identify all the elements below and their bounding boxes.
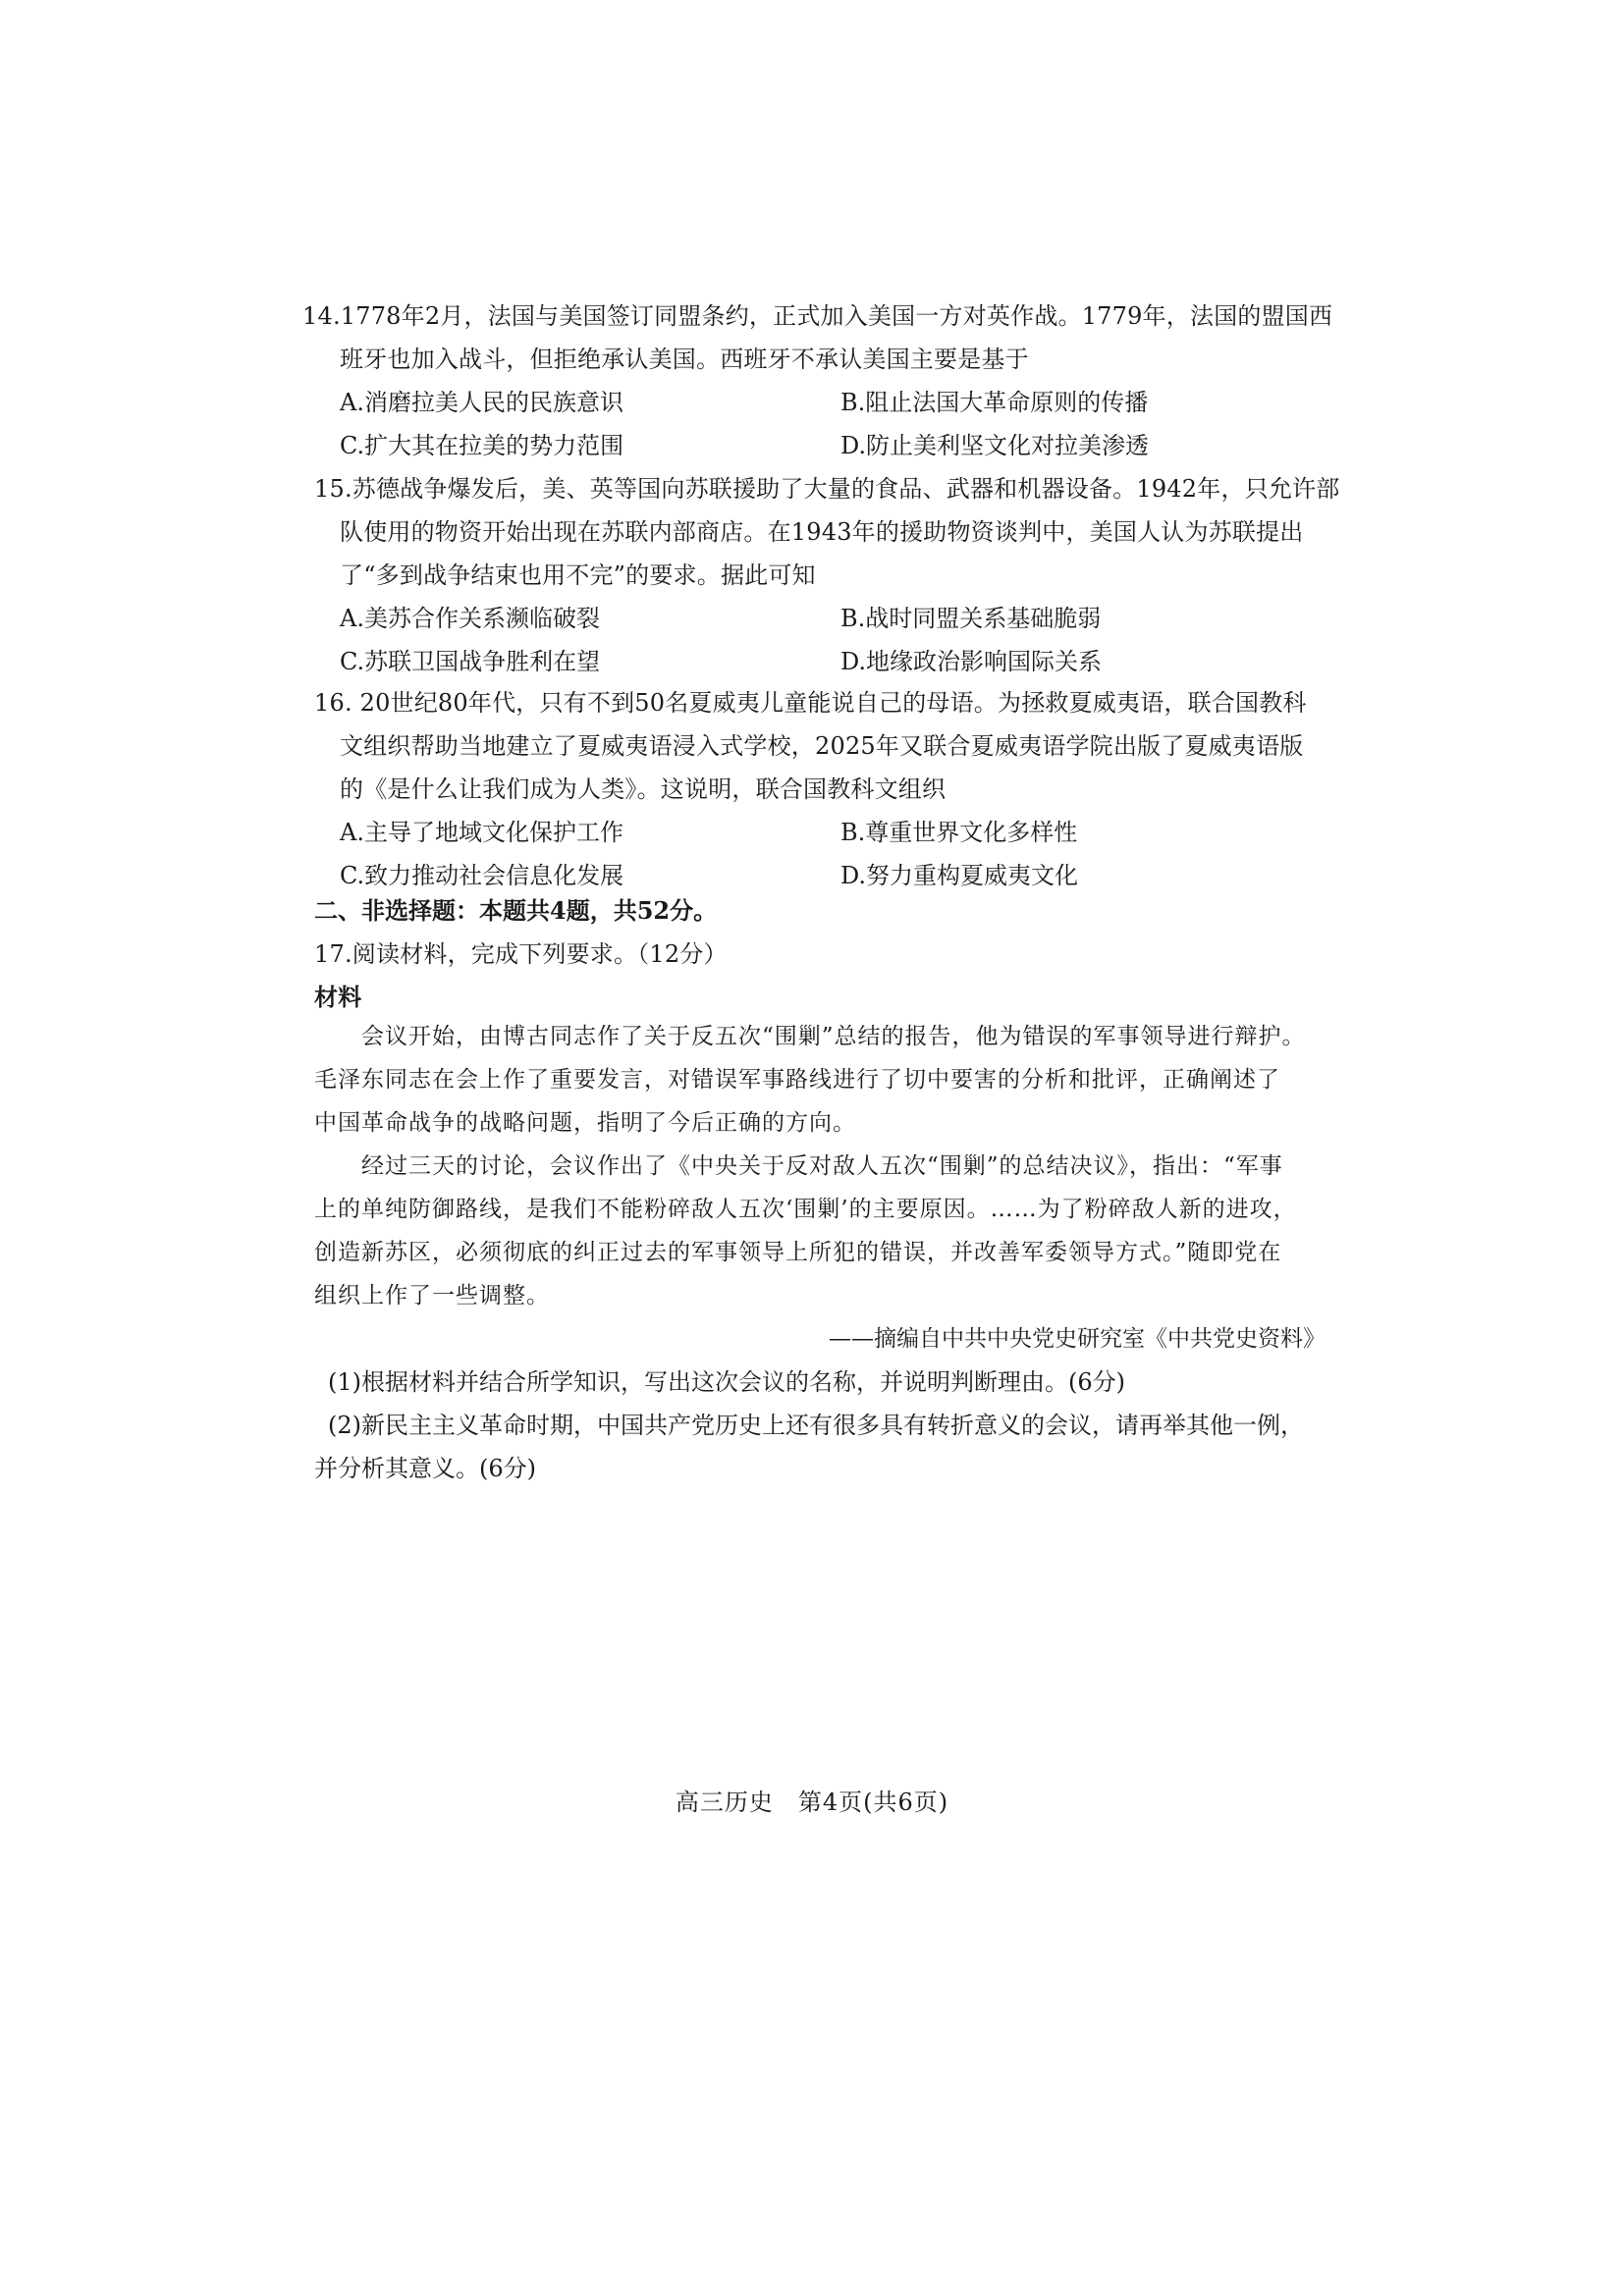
q17-subquestion-2-line1: (2)新民主主义革命时期，中国共产党历史上还有很多具有转折意义的会议，请再举其他一例， bbox=[328, 1412, 1304, 1439]
material-para2-line2: 上的单纯防御路线，是我们不能粉碎敌人五次‘围剿’的主要原因。……为了粉碎敌人新的进攻， bbox=[314, 1197, 1297, 1222]
q16-stem-line3: 的《是什么让我们成为人类》。这说明，联合国教科文组织 bbox=[340, 775, 947, 803]
q15-option-d[interactable]: D.地缘政治影响国际关系 bbox=[840, 648, 1103, 675]
q15-stem-line2: 队使用的物资开始出现在苏联内部商店。在1943年的援助物资谈判中，美国人认为苏联提出 bbox=[340, 518, 1304, 546]
q16-options bbox=[314, 811, 1335, 897]
q16-option-c[interactable]: C.致力推动社会信息化发展 bbox=[340, 862, 624, 889]
question-15 bbox=[314, 467, 1340, 683]
material-para2-line1: 经过三天的讨论，会议作出了《中央关于反对敌人五次“围剿”的总结决议》，指出：“军事 bbox=[361, 1153, 1283, 1179]
q16-option-a[interactable]: A.主导了地域文化保护工作 bbox=[340, 819, 623, 846]
q14-option-b[interactable]: B.阻止法国大革命原则的传播 bbox=[840, 389, 1149, 416]
q14-option-a[interactable]: A.消磨拉美人民的民族意识 bbox=[340, 389, 623, 416]
q15-options bbox=[314, 597, 1335, 683]
material-para1-line3: 中国革命战争的战略问题，指明了今后正确的方向。 bbox=[314, 1110, 856, 1136]
q14-option-c[interactable]: C.扩大其在拉美的势力范围 bbox=[340, 432, 624, 459]
q15-stem-line3: 了“多到战争结束也用不完”的要求。据此可知 bbox=[340, 561, 816, 589]
q17-material-label: 材料 bbox=[314, 983, 362, 1011]
q17-material bbox=[314, 1015, 1335, 1490]
q14-option-d[interactable]: D.防止美利坚文化对拉美渗透 bbox=[840, 432, 1150, 459]
q15-stem-line1: 15.苏德战争爆发后，美、英等国向苏联援助了大量的食品、武器和机器设备。1942年，只允许部 bbox=[314, 475, 1340, 503]
q14-stem-line2: 班牙也加入战斗，但拒绝承认美国。西班牙不承认美国主要是基于 bbox=[340, 346, 1029, 373]
q14-stem-line1: 14.1778年2月，法国与美国签订同盟条约，正式加入美国一方对英作战。1779年，法国的盟国西 bbox=[302, 302, 1333, 330]
q15-option-c[interactable]: C.苏联卫国战争胜利在望 bbox=[340, 648, 601, 675]
material-source: ——摘编自中共中央党史研究室《中共党史资料》 bbox=[829, 1326, 1326, 1352]
material-para1-line2: 毛泽东同志在会上作了重要发言，对错误军事路线进行了切中要害的分析和批评，正确阐述了 bbox=[314, 1067, 1280, 1093]
q16-option-d[interactable]: D.努力重构夏威夷文化 bbox=[840, 862, 1079, 889]
q16-stem-line2: 文组织帮助当地建立了夏威夷语浸入式学校，2025年又联合夏威夷语学院出版了夏威夷语版 bbox=[340, 732, 1304, 760]
section-2 bbox=[314, 889, 1335, 1019]
q17-subquestion-2-line2: 并分析其意义。(6分) bbox=[314, 1455, 536, 1482]
q17-subquestion-1: (1)根据材料并结合所学知识，写出这次会议的名称，并说明判断理由。(6分) bbox=[328, 1368, 1125, 1396]
section-2-title: 二、非选择题：本题共4题，共52分。 bbox=[314, 896, 718, 925]
q17-stem: 17.阅读材料，完成下列要求。（12分） bbox=[314, 940, 728, 968]
q15-option-a[interactable]: A.美苏合作关系濒临破裂 bbox=[340, 605, 600, 632]
question-16 bbox=[314, 681, 1335, 897]
q16-option-b[interactable]: B.尊重世界文化多样性 bbox=[840, 819, 1078, 846]
page-footer: 高三历史 第4页(共6页) bbox=[675, 1789, 949, 1816]
q15-option-b[interactable]: B.战时同盟关系基础脆弱 bbox=[840, 605, 1102, 632]
material-para1-line1: 会议开始，由博古同志作了关于反五次“围剿”总结的报告，他为错误的军事领导进行辩护。 bbox=[361, 1024, 1306, 1049]
q14-options bbox=[314, 381, 1335, 467]
q16-stem-line1: 16. 20世纪80年代，只有不到50名夏威夷儿童能说自己的母语。为拯救夏威夷语，联合国教科 bbox=[314, 689, 1307, 717]
question-14 bbox=[302, 294, 1335, 467]
material-para2-line4: 组织上作了一些调整。 bbox=[314, 1283, 550, 1308]
material-para2-line3: 创造新苏区，必须彻底的纠正过去的军事领导上所犯的错误，并改善军委领导方式。”随即党在 bbox=[314, 1240, 1282, 1265]
